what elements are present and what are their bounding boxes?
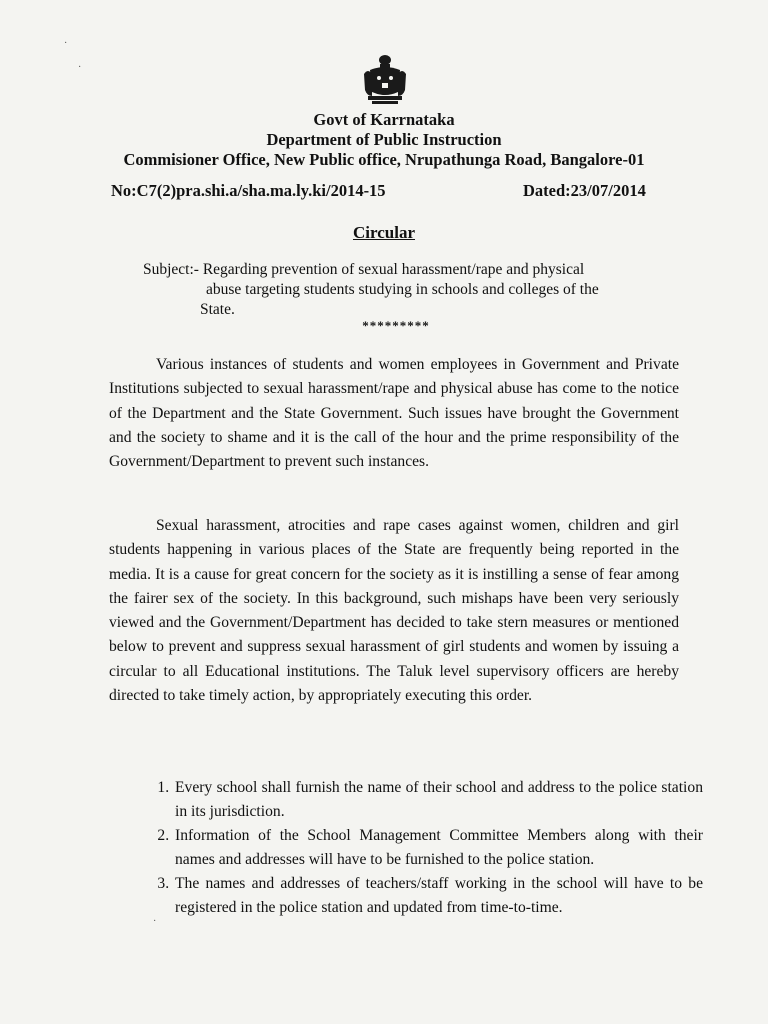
- state-emblem-icon: [362, 52, 408, 106]
- scan-speck: ·: [78, 62, 82, 73]
- body-paragraph: Sexual harassment, atrocities and rape cases against women, children and girl students happening in various places of the State are frequently being reported in the media. It is a cause for great concern for the society as it is instilling a sense of fear among the fairer sex of the society. In this background, such mishaps have been very seriously viewed and the Government/Department has decided to take stern measures or mentioned below to prevent and suppress sexual harassment of girl students and women by issuing a circular to all Educational institutions. The Taluk level supervisory officers are hereby directed to take timely action, by appropriately executing this order.: [109, 517, 679, 705]
- office-address: Commisioner Office, New Public office, Nrupathunga Road, Bangalore-01: [123, 150, 645, 169]
- list-item: 1. Every school shall furnish the name of their school and address to the police station in its jurisdiction.: [173, 776, 703, 824]
- subject-line: Subject:- Regarding prevention of sexual harassment/rape and physical: [143, 261, 585, 278]
- list-item: 3. The names and addresses of teachers/staff working in the school will have to be registered in the police station and updated from time-to-time.: [173, 872, 703, 920]
- subject-line: State.: [200, 301, 235, 318]
- govt-title: Govt of Karrnataka: [313, 110, 455, 129]
- list-item: 2. Information of the School Management Committee Members along with their names and addresses will have to be furnished to the police station.: [173, 824, 703, 872]
- separator: *********: [362, 318, 430, 333]
- subject-block: [143, 260, 683, 320]
- scan-speck: ·: [64, 38, 68, 49]
- department-title: Department of Public Instruction: [266, 130, 502, 149]
- subject-line: abuse targeting students studying in schools and colleges of the: [206, 281, 599, 298]
- reference-number: No:C7(2)pra.shi.a/sha.ma.ly.ki/2014-15: [111, 181, 386, 200]
- document-title: Circular: [352, 223, 415, 242]
- directive-list: [150, 776, 703, 920]
- scan-speck: ·: [153, 916, 157, 927]
- circular-date: Dated:23/07/2014: [523, 181, 646, 200]
- body-paragraph: Various instances of students and women employees in Government and Private Institutions subjected to sexual harassment/rape and physical abuse has come to the notice of the Department and the State Government. Such issues have brought the Government and the society to shame and it is the call of the hour and the prime responsibility of the Government/Department to prevent such instances.: [109, 356, 679, 471]
